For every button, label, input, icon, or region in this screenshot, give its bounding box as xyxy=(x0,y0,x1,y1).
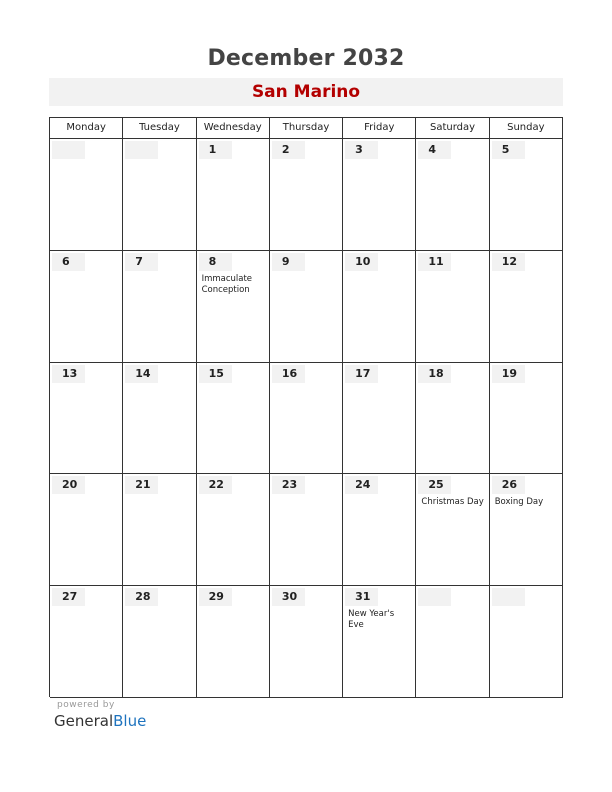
weekday-header: Thursday xyxy=(270,118,343,139)
page-title: December 2032 xyxy=(207,46,405,71)
day-number: 28 xyxy=(125,588,158,606)
day-number: 4 xyxy=(418,141,451,159)
day-cell xyxy=(416,586,489,698)
day-number: 22 xyxy=(199,476,232,494)
day-number: 25 xyxy=(418,476,451,494)
day-number: 5 xyxy=(492,141,525,159)
day-cell xyxy=(50,474,123,586)
day-cell xyxy=(197,586,270,698)
day-number: 20 xyxy=(52,476,85,494)
day-number: 31 xyxy=(345,588,378,606)
holiday-label: Christmas Day xyxy=(421,497,484,508)
weekday-header: Saturday xyxy=(416,118,489,139)
day-cell xyxy=(343,251,416,363)
brand-name-general: General xyxy=(54,712,114,730)
day-cell xyxy=(197,139,270,251)
day-number: 8 xyxy=(199,253,232,271)
day-cell xyxy=(197,251,270,363)
day-cell xyxy=(270,251,343,363)
country-banner xyxy=(49,78,563,106)
day-cell xyxy=(50,586,123,698)
day-cell xyxy=(490,586,563,698)
day-number xyxy=(418,588,451,606)
day-number: 16 xyxy=(272,365,305,383)
day-cell xyxy=(416,363,489,475)
day-cell xyxy=(343,586,416,698)
weekday-header: Friday xyxy=(343,118,416,139)
day-number: 21 xyxy=(125,476,158,494)
weekday-header-row xyxy=(50,118,563,139)
day-cell xyxy=(123,363,196,475)
day-number: 17 xyxy=(345,365,378,383)
week-row xyxy=(50,586,563,698)
day-cell xyxy=(123,586,196,698)
day-number xyxy=(125,141,158,159)
day-number xyxy=(492,588,525,606)
calendar-grid xyxy=(49,117,563,697)
day-cell xyxy=(490,139,563,251)
day-number: 29 xyxy=(199,588,232,606)
day-cell xyxy=(50,139,123,251)
day-number: 9 xyxy=(272,253,305,271)
day-number: 11 xyxy=(418,253,451,271)
brand-logo[interactable] xyxy=(54,712,146,730)
day-cell xyxy=(416,474,489,586)
week-row xyxy=(50,139,563,251)
holiday-label: Immaculate Conception xyxy=(201,273,253,295)
day-cell xyxy=(123,139,196,251)
day-cell xyxy=(197,474,270,586)
day-cell xyxy=(343,474,416,586)
week-row xyxy=(50,363,563,475)
day-number xyxy=(52,141,85,159)
day-number: 6 xyxy=(52,253,85,271)
day-cell xyxy=(343,363,416,475)
day-cell xyxy=(490,251,563,363)
day-number: 19 xyxy=(492,365,525,383)
day-number: 15 xyxy=(199,365,232,383)
week-row xyxy=(50,474,563,586)
day-cell xyxy=(343,139,416,251)
weekday-header: Tuesday xyxy=(123,118,196,139)
weekday-header: Monday xyxy=(50,118,123,139)
day-cell xyxy=(50,363,123,475)
day-cell xyxy=(123,474,196,586)
brand-name-blue: Blue xyxy=(113,712,147,730)
day-cell xyxy=(270,139,343,251)
day-cell xyxy=(416,139,489,251)
holiday-label: New Year's Eve xyxy=(348,609,395,631)
day-cell xyxy=(416,251,489,363)
weekday-header: Wednesday xyxy=(197,118,270,139)
day-number: 1 xyxy=(199,141,232,159)
day-number: 12 xyxy=(492,253,525,271)
day-number: 3 xyxy=(345,141,378,159)
day-cell xyxy=(50,251,123,363)
country-name: San Marino xyxy=(251,82,361,102)
day-number: 10 xyxy=(345,253,378,271)
day-cell xyxy=(270,474,343,586)
day-cell xyxy=(123,251,196,363)
day-number: 23 xyxy=(272,476,305,494)
weekday-header: Sunday xyxy=(490,118,563,139)
day-number: 7 xyxy=(125,253,158,271)
week-row xyxy=(50,251,563,363)
day-number: 26 xyxy=(492,476,525,494)
day-cell xyxy=(270,586,343,698)
day-number: 27 xyxy=(52,588,85,606)
day-cell xyxy=(490,474,563,586)
day-number: 30 xyxy=(272,588,305,606)
day-cell xyxy=(270,363,343,475)
day-number: 24 xyxy=(345,476,378,494)
holiday-label: Boxing Day xyxy=(494,497,544,508)
day-cell xyxy=(490,363,563,475)
day-number: 13 xyxy=(52,365,85,383)
powered-by-label: powered by xyxy=(57,700,115,710)
day-number: 14 xyxy=(125,365,158,383)
day-number: 2 xyxy=(272,141,305,159)
day-cell xyxy=(197,363,270,475)
day-number: 18 xyxy=(418,365,451,383)
